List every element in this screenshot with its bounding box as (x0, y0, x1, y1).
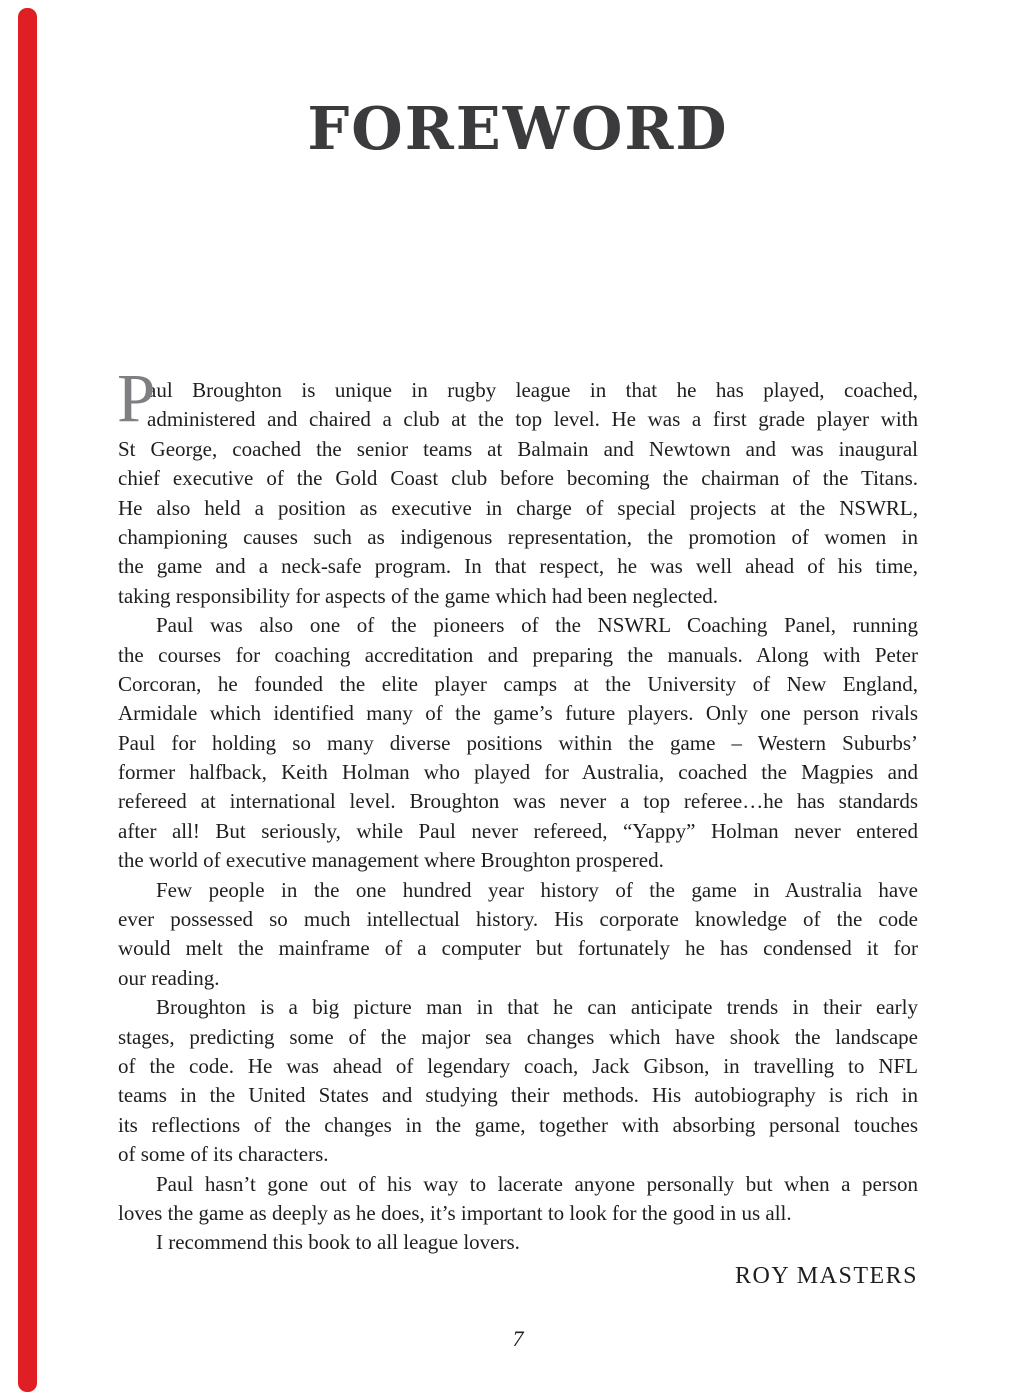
text-line: Armidale which identified many of the game’s future players. Only one person rivals (118, 701, 918, 726)
text-line: would melt the mainframe of a computer but fortunately he has condensed it for (118, 936, 918, 961)
text-line: I recommend this book to all league lovers. (156, 1230, 520, 1255)
text-line: its reflections of the changes in the game, together with absorbing personal touches (118, 1112, 918, 1137)
paragraph (118, 611, 918, 876)
paragraph (118, 1170, 918, 1229)
text-line: loves the game as deeply as he does, it’s important to look for the good in us all. (118, 1200, 792, 1225)
page-title: FOREWORD (307, 94, 729, 163)
paragraph (118, 376, 918, 611)
text-line: the game and a neck-safe program. In that respect, he was well ahead of his time, (118, 554, 918, 579)
text-line: of some of its characters. (118, 1142, 329, 1167)
text-line: chief executive of the Gold Coast club before becoming the chairman of the Titans. (118, 466, 918, 491)
text-line: championing causes such as indigenous representation, the promotion of women in (118, 524, 918, 549)
text-line: ever possessed so much intellectual history. His corporate knowledge of the code (118, 907, 918, 932)
paragraph (118, 876, 918, 994)
text-line: Paul hasn’t gone out of his way to lacerate anyone personally but when a person (156, 1171, 918, 1196)
foreword-text-block (117, 360, 918, 1291)
text-line: Paul for holding so many diverse positions within the game – Western Suburbs’ (118, 730, 918, 755)
drop-cap-letter: P (117, 360, 156, 436)
text-line: taking responsibility for aspects of the game which had been neglected. (118, 583, 719, 608)
text-line: after all! But seriously, while Paul never refereed, “Yappy” Holman never entered (118, 818, 918, 843)
text-line: of the code. He was ahead of legendary coach, Jack Gibson, in travelling to NFL (118, 1053, 918, 1078)
paragraph (118, 1228, 918, 1257)
paragraphs-container (118, 376, 918, 1258)
text-line: aul Broughton is unique in rugby league in that he has played, coached, (147, 378, 918, 402)
text-line: Paul was also one of the pioneers of the NSWRL Coaching Panel, running (156, 613, 918, 638)
text-line: Broughton is a big picture man in that he can anticipate trends in their early (156, 995, 918, 1020)
text-line: teams in the United States and studying their methods. His autobiography is rich in (118, 1083, 918, 1108)
paragraph (118, 993, 918, 1169)
text-line: our reading. (118, 965, 220, 990)
red-edge-ribbon (18, 8, 37, 1392)
text-line: former halfback, Keith Holman who played for Australia, coached the Magpies and (118, 760, 918, 785)
text-line: the world of executive management where Broughton prospered. (118, 848, 664, 873)
text-line: administered and chaired a club at the top level. He was a first grade player with (147, 407, 918, 432)
author-signature: ROY MASTERS (735, 1262, 918, 1289)
page-number: 7 (512, 1326, 524, 1351)
text-line: Corcoran, he founded the elite player camps at the University of New England, (118, 671, 918, 696)
text-line: Few people in the one hundred year history of the game in Australia have (156, 877, 918, 902)
text-line: the courses for coaching accreditation and preparing the manuals. Along with Peter (118, 642, 918, 667)
text-line: stages, predicting some of the major sea changes which have shook the landscape (118, 1024, 918, 1049)
text-line: He also held a position as executive in charge of special projects at the NSWRL, (118, 495, 918, 520)
text-line: refereed at international level. Broughton was never a top referee…he has standards (118, 789, 918, 814)
text-line: St George, coached the senior teams at Balmain and Newtown and was inaugural (118, 436, 918, 461)
